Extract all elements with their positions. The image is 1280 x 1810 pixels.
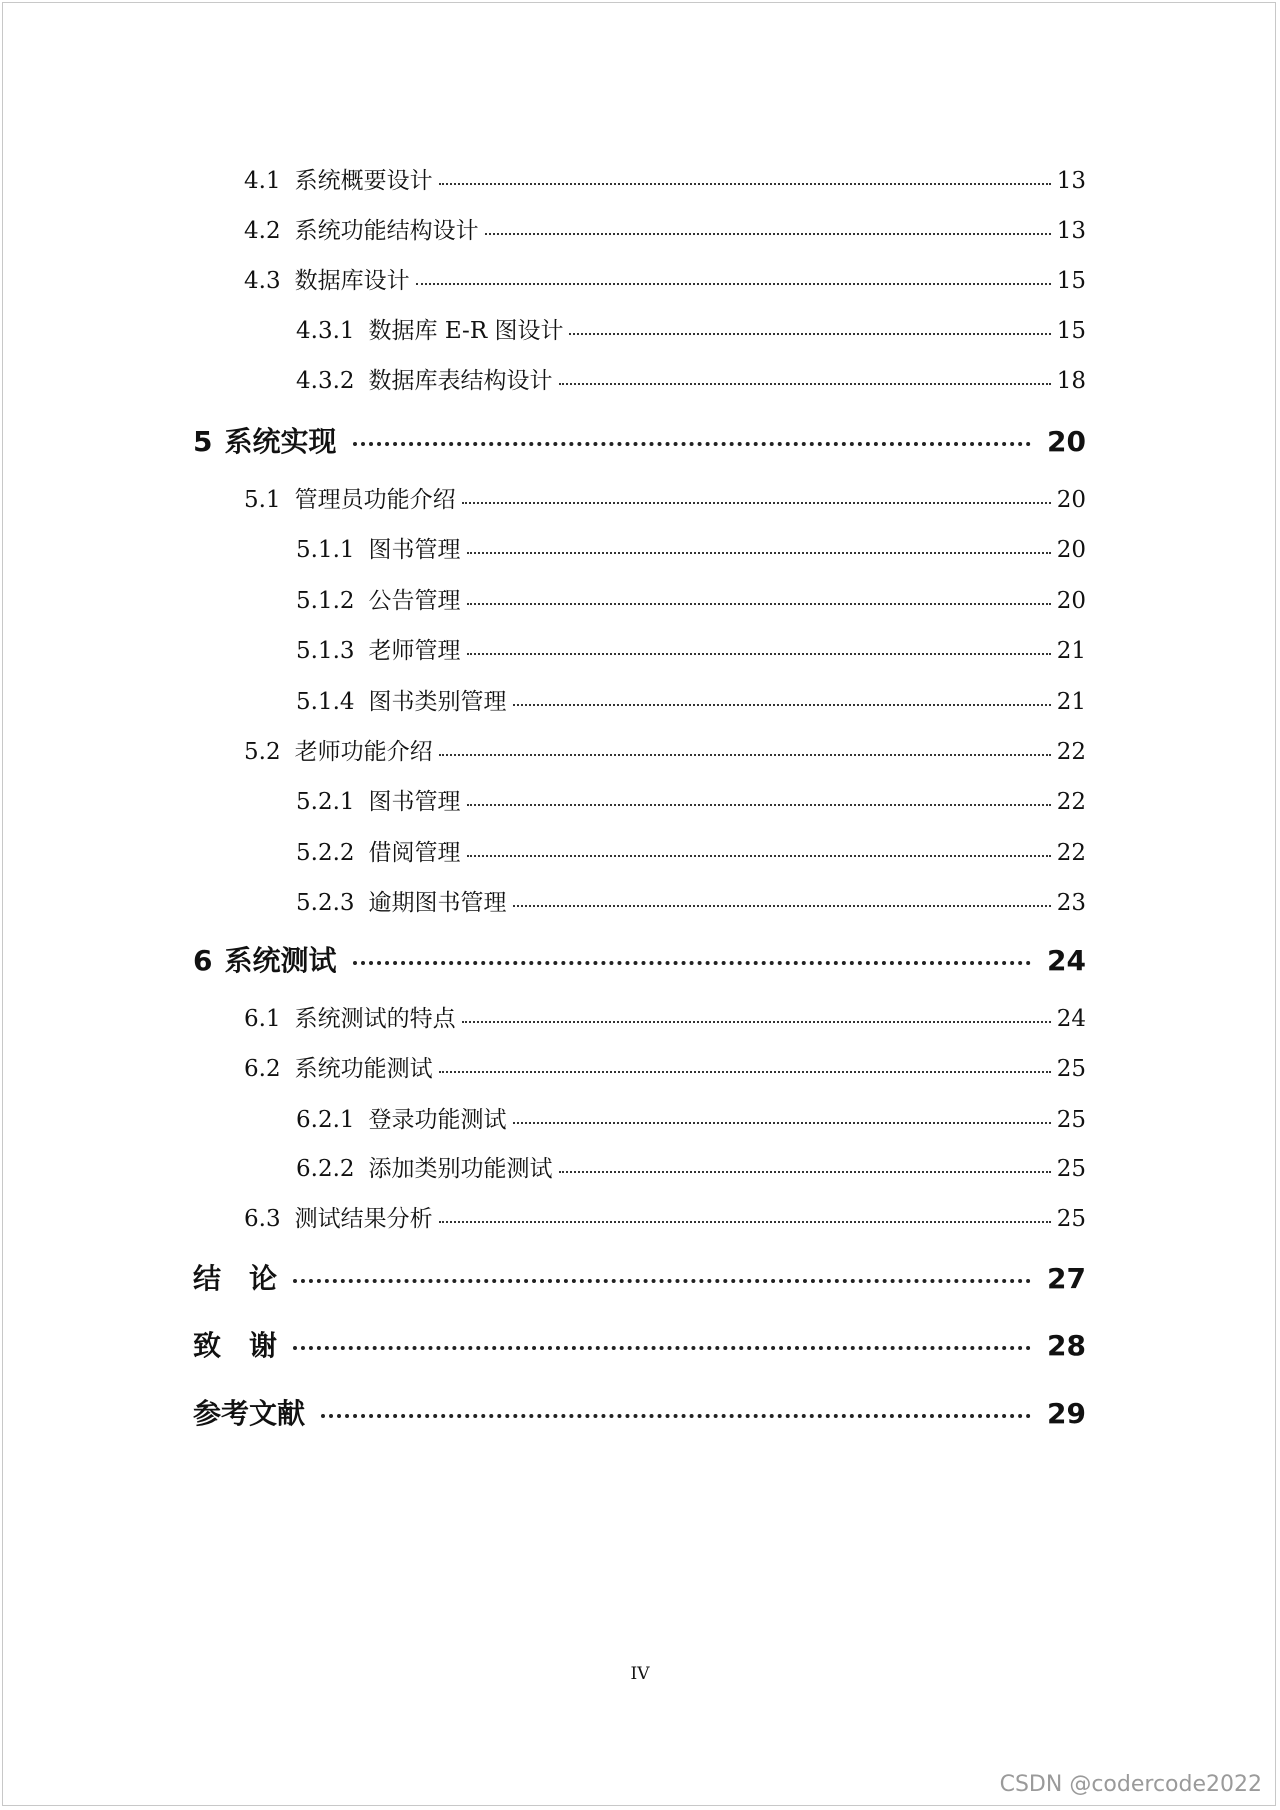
toc-entry-page: 20	[1056, 588, 1086, 614]
dot-leader	[462, 1020, 1051, 1023]
toc-entry-title: 图书管理	[368, 537, 461, 563]
toc-entry-page: 24	[1056, 1006, 1086, 1032]
toc-entry-title: 系统实现	[224, 425, 337, 458]
toc-entry-number: 4.1	[244, 168, 281, 194]
dot-leader	[513, 1121, 1051, 1124]
toc-entry-page: 29	[1047, 1397, 1086, 1430]
toc-entry[interactable]	[296, 632, 1086, 665]
toc-entry-number: 5.1.1	[296, 537, 355, 563]
toc-entry-title: 数据库 E-R 图设计	[368, 318, 564, 344]
watermark: CSDN @codercode2022	[999, 1772, 1262, 1797]
toc-entry-number: 5.2.2	[296, 840, 355, 866]
toc-entry-title: 系统概要设计	[294, 168, 433, 194]
toc-entry-number: 5.2.1	[296, 789, 355, 815]
toc-entry-number: 6.2	[244, 1056, 281, 1082]
toc-entry-page: 22	[1056, 840, 1086, 866]
dot-leader	[439, 1070, 1051, 1073]
toc-entry[interactable]	[244, 1050, 1086, 1083]
toc-entry[interactable]	[296, 312, 1086, 345]
toc-entry-title: 系统功能结构设计	[294, 218, 479, 244]
dot-leader	[353, 960, 1032, 965]
toc-entry-title: 登录功能测试	[368, 1107, 507, 1133]
toc-entry-title: 公告管理	[368, 588, 461, 614]
toc-entry-page: 23	[1056, 890, 1086, 916]
toc-entry-page: 13	[1056, 218, 1086, 244]
dot-leader	[293, 1278, 1031, 1283]
toc-entry[interactable]	[296, 582, 1086, 615]
toc-entry-page: 18	[1056, 368, 1086, 394]
dot-leader	[293, 1345, 1031, 1350]
toc-entry[interactable]	[296, 362, 1086, 395]
toc-entry-page: 27	[1047, 1262, 1086, 1295]
toc-entry[interactable]	[296, 834, 1086, 867]
toc-entry[interactable]	[244, 212, 1086, 245]
dot-leader	[485, 232, 1051, 235]
toc-entry-title: 老师管理	[368, 638, 461, 664]
toc-entry-page: 21	[1056, 638, 1086, 664]
toc-entry-title: 添加类别功能测试	[368, 1156, 553, 1182]
page-number: IV	[630, 1664, 650, 1684]
toc-entry-number: 5.2.3	[296, 890, 355, 916]
toc-entry[interactable]	[193, 939, 1086, 979]
dot-leader	[321, 1413, 1031, 1418]
toc-entry[interactable]	[193, 1392, 1086, 1432]
toc-entry-number: 5.2	[244, 739, 281, 765]
dot-leader	[439, 182, 1051, 185]
toc-entry[interactable]	[193, 420, 1086, 460]
toc-entry[interactable]	[244, 481, 1086, 514]
dot-leader	[467, 551, 1051, 554]
toc-entry-title: 图书管理	[368, 789, 461, 815]
toc-entry-number: 5.1.2	[296, 588, 355, 614]
dot-leader	[439, 753, 1051, 756]
dot-leader	[467, 652, 1051, 655]
toc-entry-number: 5.1	[244, 487, 281, 513]
toc-entry-page: 21	[1056, 689, 1086, 715]
toc-entry-page: 13	[1056, 168, 1086, 194]
toc-entry[interactable]	[193, 1257, 1086, 1297]
toc-entry-title: 系统功能测试	[294, 1056, 433, 1082]
toc-entry[interactable]	[244, 733, 1086, 766]
toc-entry-page: 20	[1056, 487, 1086, 513]
toc-entry[interactable]	[244, 262, 1086, 295]
toc-entry-number: 6	[193, 944, 213, 977]
toc-entry-page: 15	[1056, 318, 1086, 344]
toc-entry-title: 管理员功能介绍	[294, 487, 456, 513]
toc-entry-page: 25	[1056, 1156, 1086, 1182]
toc-entry-page: 28	[1047, 1329, 1086, 1362]
dot-leader	[559, 382, 1051, 385]
toc-entry-page: 25	[1056, 1056, 1086, 1082]
dot-leader	[513, 703, 1051, 706]
toc-entry[interactable]	[244, 1200, 1086, 1233]
dot-leader	[569, 332, 1050, 335]
toc-entry-title: 借阅管理	[368, 840, 461, 866]
toc-entry[interactable]	[296, 783, 1086, 816]
toc-entry-number: 6.2.1	[296, 1107, 355, 1133]
toc-entry-number: 4.2	[244, 218, 281, 244]
dot-leader	[513, 904, 1051, 907]
toc-entry-page: 22	[1056, 789, 1086, 815]
toc-entry-number: 6.3	[244, 1206, 281, 1232]
toc-entry-title: 致 谢	[193, 1329, 278, 1362]
toc-entry[interactable]	[244, 162, 1086, 195]
dot-leader	[439, 1220, 1051, 1223]
toc-entry-title: 逾期图书管理	[368, 890, 507, 916]
toc-entry-title: 系统测试的特点	[294, 1006, 456, 1032]
toc-entry[interactable]	[296, 531, 1086, 564]
toc-entry-page: 22	[1056, 739, 1086, 765]
toc-entry-number: 5.1.4	[296, 689, 355, 715]
dot-leader	[416, 282, 1051, 285]
toc-entry[interactable]	[296, 1150, 1086, 1183]
dot-leader	[467, 803, 1051, 806]
toc-entry-page: 25	[1056, 1206, 1086, 1232]
toc-entry-number: 4.3.1	[296, 318, 355, 344]
toc-entry[interactable]	[193, 1324, 1086, 1364]
toc-entry-number: 5	[193, 425, 213, 458]
dot-leader	[559, 1170, 1051, 1173]
toc-entry-page: 25	[1056, 1107, 1086, 1133]
dot-leader	[467, 602, 1051, 605]
toc-entry[interactable]	[296, 884, 1086, 917]
dot-leader	[462, 501, 1051, 504]
toc-entry-title: 结 论	[193, 1262, 278, 1295]
toc-entry-page: 20	[1047, 425, 1086, 458]
toc-entry-title: 图书类别管理	[368, 689, 507, 715]
toc-entry-title: 参考文献	[193, 1397, 306, 1430]
toc-entry-title: 数据库表结构设计	[368, 368, 553, 394]
dot-leader	[353, 441, 1032, 446]
toc-entry-title: 测试结果分析	[294, 1206, 433, 1232]
toc-entry-number: 6.1	[244, 1006, 281, 1032]
toc-entry-page: 20	[1056, 537, 1086, 563]
toc-entry[interactable]	[296, 683, 1086, 716]
toc-entry[interactable]	[296, 1101, 1086, 1134]
toc-entry-number: 5.1.3	[296, 638, 355, 664]
dot-leader	[467, 854, 1051, 857]
toc-entry-page: 15	[1056, 268, 1086, 294]
toc-entry-page: 24	[1047, 944, 1086, 977]
toc-entry-number: 6.2.2	[296, 1156, 355, 1182]
toc-entry[interactable]	[244, 1000, 1086, 1033]
toc-entry-title: 系统测试	[224, 944, 337, 977]
toc-entry-title: 老师功能介绍	[294, 739, 433, 765]
toc-entry-number: 4.3	[244, 268, 281, 294]
toc-entry-number: 4.3.2	[296, 368, 355, 394]
toc-entry-title: 数据库设计	[294, 268, 410, 294]
